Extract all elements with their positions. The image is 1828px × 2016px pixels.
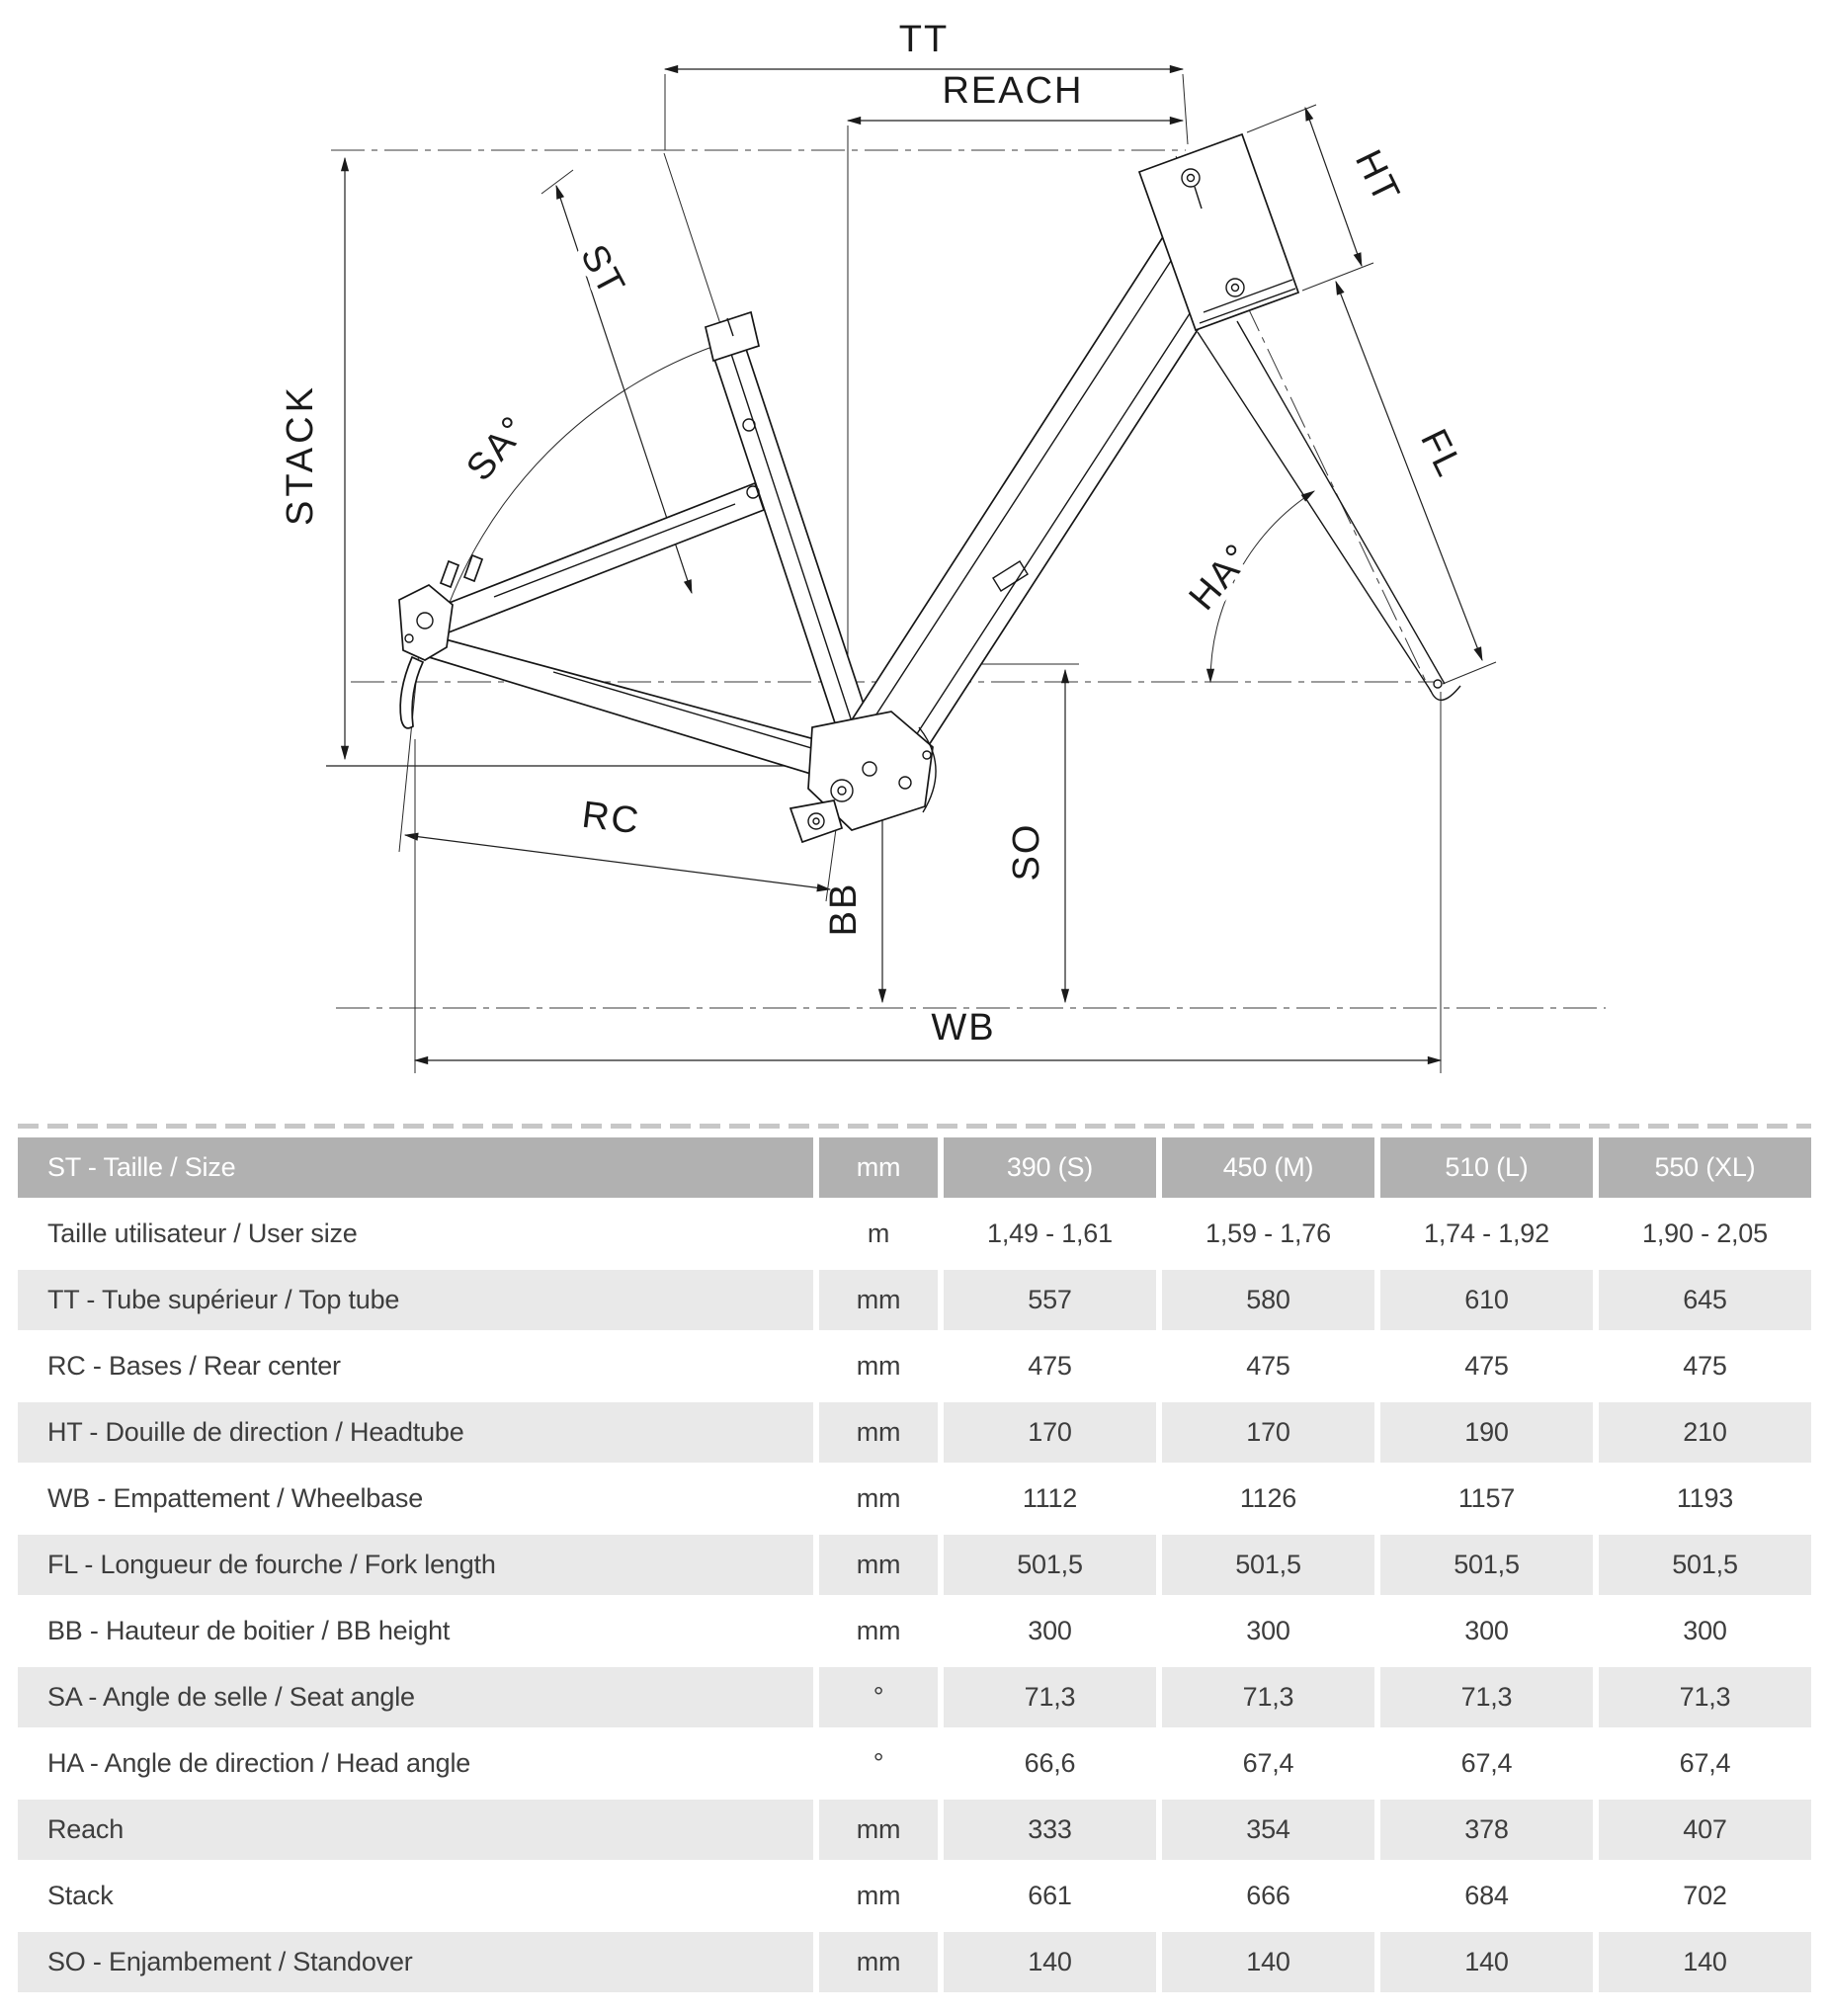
row-label: HT - Douille de direction / Headtube	[18, 1402, 813, 1463]
reach-label: REACH	[942, 70, 1084, 112]
row-value-s: 1112	[1022, 1483, 1078, 1513]
row-label: TT - Tube supérieur / Top tube	[18, 1270, 813, 1330]
table-row	[18, 1733, 1811, 1794]
row-label: BB - Hauteur de boitier / BB height	[47, 1616, 451, 1645]
row-value-xl: 475	[1683, 1351, 1727, 1381]
row-unit: mm	[856, 1616, 901, 1645]
row-value-m: 71,3	[1162, 1667, 1374, 1727]
row-label: SO - Enjambement / Standover	[18, 1932, 813, 1992]
row-value-l: 610	[1380, 1270, 1593, 1330]
row-value-s: 1,49 - 1,61	[987, 1218, 1113, 1248]
table-row	[18, 1866, 1811, 1926]
fl-label: FL	[1412, 422, 1471, 484]
row-value-l: 190	[1380, 1402, 1593, 1463]
dim-top-tube	[665, 19, 1188, 150]
row-value-l: 1157	[1457, 1483, 1516, 1513]
row-value-m: 140	[1162, 1932, 1374, 1992]
so-label: SO	[1006, 822, 1047, 882]
row-value-s: 66,6	[1024, 1748, 1076, 1778]
tt-label: TT	[898, 19, 950, 60]
down-tube	[842, 232, 1235, 779]
dim-fork-length	[1336, 282, 1496, 684]
row-unit: mm	[819, 1402, 938, 1463]
row-unit: mm	[856, 1881, 901, 1910]
geometry-table-body	[18, 1204, 1811, 1992]
bb-label: BB	[823, 882, 865, 937]
row-value-m: 170	[1162, 1402, 1374, 1463]
row-label: WB - Empattement / Wheelbase	[47, 1483, 424, 1513]
st-label: ST	[571, 237, 633, 304]
row-value-s: 300	[1028, 1616, 1072, 1645]
wb-label: WB	[931, 1007, 996, 1049]
table-row	[18, 1601, 1811, 1661]
row-value-l: 501,5	[1380, 1535, 1593, 1595]
header-size-m: 450 (M)	[1162, 1137, 1374, 1198]
row-value-xl: 702	[1683, 1881, 1727, 1910]
row-value-xl: 501,5	[1599, 1535, 1811, 1595]
row-value-xl: 407	[1599, 1800, 1811, 1860]
row-label: Reach	[18, 1800, 813, 1860]
row-label: Stack	[47, 1881, 114, 1910]
table-row	[18, 1667, 1811, 1727]
table-row	[18, 1800, 1811, 1860]
row-value-m: 354	[1162, 1800, 1374, 1860]
table-row	[18, 1402, 1811, 1463]
sa-label: SA°	[458, 407, 537, 489]
table-row	[18, 1336, 1811, 1396]
row-value-xl: 140	[1599, 1932, 1811, 1992]
table-top-dashed-rule	[18, 1124, 1811, 1129]
chain-stay	[429, 635, 844, 783]
row-value-xl: 210	[1599, 1402, 1811, 1463]
stack-label: STACK	[280, 383, 321, 526]
row-value-s: 661	[1028, 1881, 1072, 1910]
row-value-l: 684	[1464, 1881, 1509, 1910]
row-unit: m	[867, 1218, 890, 1248]
row-unit: mm	[819, 1932, 938, 1992]
row-unit: °	[819, 1667, 938, 1727]
table-row	[18, 1535, 1811, 1595]
row-unit: mm	[819, 1270, 938, 1330]
row-value-l: 475	[1464, 1351, 1509, 1381]
dim-stack	[280, 158, 345, 759]
header-size-xl: 550 (XL)	[1599, 1137, 1811, 1198]
row-value-l: 378	[1380, 1800, 1593, 1860]
seat-tube	[706, 312, 883, 774]
bottom-bracket-motor	[790, 712, 936, 842]
row-value-l: 140	[1380, 1932, 1593, 1992]
row-value-m: 666	[1246, 1881, 1290, 1910]
fork	[1198, 321, 1460, 700]
row-label: SA - Angle de selle / Seat angle	[18, 1667, 813, 1727]
row-unit: °	[872, 1748, 884, 1778]
row-unit: mm	[856, 1483, 901, 1513]
table-header-row	[18, 1137, 1811, 1198]
row-value-s: 501,5	[944, 1535, 1156, 1595]
row-value-m: 300	[1246, 1616, 1290, 1645]
row-value-l: 67,4	[1460, 1748, 1513, 1778]
row-value-m: 501,5	[1162, 1535, 1374, 1595]
row-value-m: 1,59 - 1,76	[1205, 1218, 1331, 1248]
dim-standover	[934, 664, 1079, 1002]
seat-axis-extension	[664, 153, 728, 348]
row-unit: mm	[819, 1535, 938, 1595]
row-value-xl: 645	[1599, 1270, 1811, 1330]
dim-head-angle	[1182, 491, 1314, 682]
row-value-xl: 1,90 - 2,05	[1642, 1218, 1768, 1248]
row-value-s: 557	[944, 1270, 1156, 1330]
rc-label: RC	[579, 794, 643, 843]
row-value-s: 170	[944, 1402, 1156, 1463]
geometry-table	[12, 1132, 1817, 1998]
row-value-l: 1,74 - 1,92	[1424, 1218, 1549, 1248]
header-size-l: 510 (L)	[1380, 1137, 1593, 1198]
row-value-xl: 67,4	[1679, 1748, 1731, 1778]
row-label: Taille utilisateur / User size	[47, 1218, 358, 1248]
row-value-s: 71,3	[944, 1667, 1156, 1727]
row-label: HA - Angle de direction / Head angle	[47, 1748, 471, 1778]
header-unit: mm	[819, 1137, 938, 1198]
row-unit: mm	[856, 1351, 901, 1381]
ht-label: HT	[1346, 143, 1408, 210]
ha-label: HA°	[1181, 535, 1261, 619]
bike-frame	[399, 134, 1460, 842]
row-value-xl: 300	[1683, 1616, 1727, 1645]
rear-dropout	[399, 555, 482, 728]
row-value-m: 580	[1162, 1270, 1374, 1330]
row-value-l: 300	[1464, 1616, 1509, 1645]
dim-seat-angle	[440, 343, 723, 630]
row-value-s: 333	[944, 1800, 1156, 1860]
row-value-m: 67,4	[1242, 1748, 1294, 1778]
row-value-s: 140	[944, 1932, 1156, 1992]
table-row	[18, 1469, 1811, 1529]
header-size-s: 390 (S)	[944, 1137, 1156, 1198]
row-unit: mm	[819, 1800, 938, 1860]
row-value-m: 475	[1246, 1351, 1290, 1381]
row-value-l: 71,3	[1380, 1667, 1593, 1727]
row-value-m: 1126	[1239, 1483, 1297, 1513]
row-value-xl: 1193	[1676, 1483, 1734, 1513]
table-row	[18, 1270, 1811, 1330]
row-label: RC - Bases / Rear center	[47, 1351, 341, 1381]
row-value-xl: 71,3	[1599, 1667, 1811, 1727]
header-size-label: ST - Taille / Size	[18, 1137, 813, 1198]
table-row	[18, 1204, 1811, 1264]
table-row	[18, 1932, 1811, 1992]
row-value-s: 475	[1028, 1351, 1072, 1381]
row-label: FL - Longueur de fourche / Fork length	[18, 1535, 813, 1595]
